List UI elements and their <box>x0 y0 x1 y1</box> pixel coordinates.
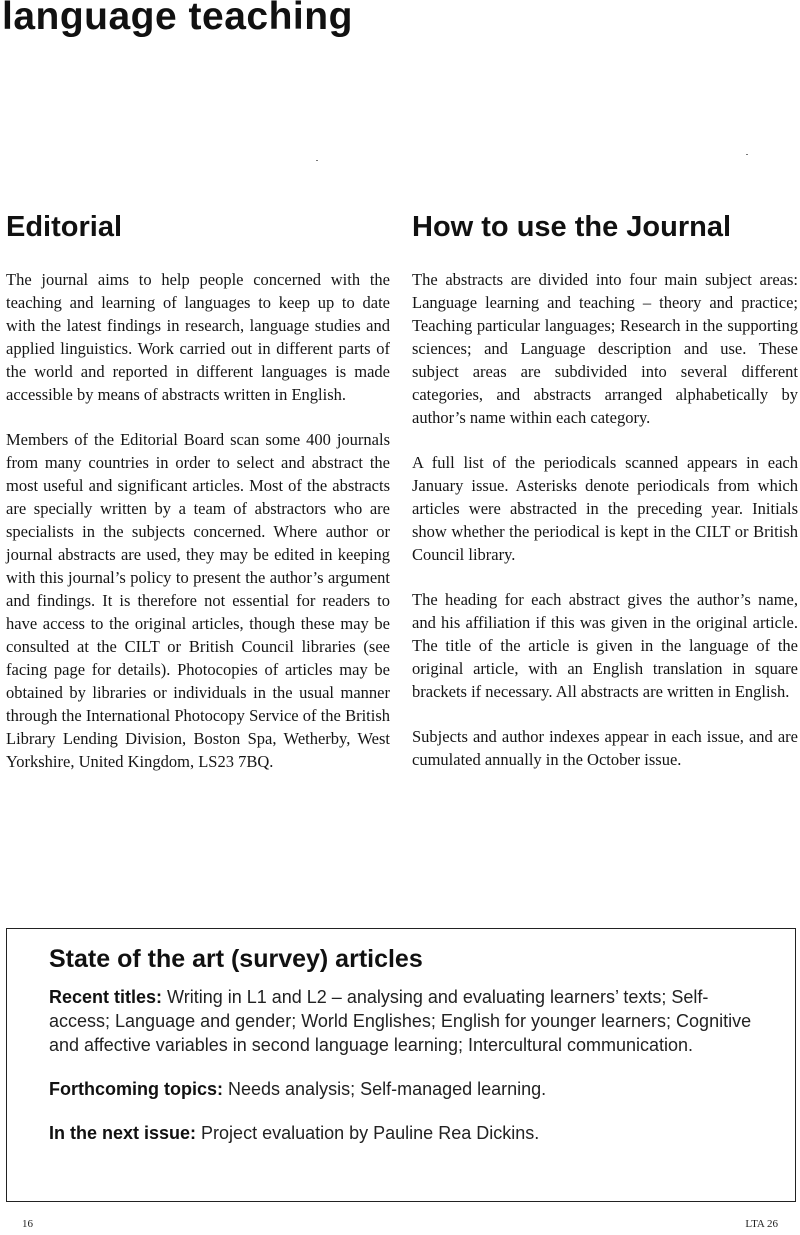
page-heading: language teaching <box>2 0 353 38</box>
page-number: 16 <box>22 1218 33 1230</box>
how-to-use-paragraph: Subjects and author indexes appear in each issue, and are cumulated annually in the October issue. <box>412 727 798 769</box>
print-speck <box>746 154 748 155</box>
how-to-use-column <box>412 206 798 793</box>
survey-articles-box <box>6 928 796 1202</box>
journal-ref: LTA 26 <box>745 1218 778 1230</box>
recent-titles-text: Writing in L1 and L2 – analysing and evaluating learners’ texts; Self-access; Language and gender; World Englishes; English for younger learners; Cognitive and affective variables in second language learning; Intercultural communication. <box>49 987 752 1055</box>
how-to-use-paragraph: A full list of the periodicals scanned appears in each January issue. Asterisks denote periodicals from which articles were abstracted in the preceding year. Initials show whether the periodical is kept in the CILT or British Council library. <box>412 453 798 564</box>
forthcoming-topics <box>49 1077 755 1101</box>
next-issue-label: In the next issue: <box>49 1123 197 1143</box>
print-speck <box>316 160 318 161</box>
how-to-use-title: How to use the Journal <box>412 211 732 243</box>
next-issue <box>49 1121 755 1145</box>
how-to-use-paragraph: The heading for each abstract gives the author’s name, and his affiliation if this was given in the original article. The title of the article is given in the language of the original article, with an English translation in square brackets if necessary. All abstracts are written in English. <box>412 590 798 701</box>
survey-box-title: State of the art (survey) articles <box>49 945 423 973</box>
editorial-column <box>6 206 390 795</box>
how-to-use-paragraph: The abstracts are divided into four main subject areas: Language learning and teaching – theory and practice; Teaching particular languages; Research in the supporting sciences; and Language description and use. These subject areas are subdivided into several different categories, and abstracts arranged alphabetically by author’s name within each category. <box>412 270 798 427</box>
editorial-title: Editorial <box>6 211 123 243</box>
recent-titles <box>49 985 755 1057</box>
forthcoming-topics-label: Forthcoming topics: <box>49 1079 223 1099</box>
editorial-paragraph: Members of the Editorial Board scan some 400 journals from many countries in order to select and abstract the most useful and significant articles. Most of the abstracts are specially written by a team of abstractors who are specialists in the subjects concerned. Where author or journal abstracts are used, they may be edited in keeping with this journal’s policy to present the author’s argument and findings. It is therefore not essential for readers to have access to the original articles, though these may be consulted at the CILT or British Council libraries (see facing page for details). Photocopies of articles may be obtained by libraries or individuals in the usual manner through the International Photocopy Service of the British Library Lending Division, Boston Spa, Wetherby, West Yorkshire, United Kingdom, LS23 7BQ. <box>6 430 390 771</box>
forthcoming-topics-text: Needs analysis; Self-managed learning. <box>223 1079 547 1099</box>
editorial-paragraph: The journal aims to help people concerned with the teaching and learning of languages to keep up to date with the latest findings in research, language studies and applied linguistics. Work carried out in different parts of the world and reported in different languages is made accessible by means of abstracts written in English. <box>6 270 390 404</box>
recent-titles-label: Recent titles: <box>49 987 163 1007</box>
next-issue-text: Project evaluation by Pauline Rea Dickins. <box>196 1123 540 1143</box>
